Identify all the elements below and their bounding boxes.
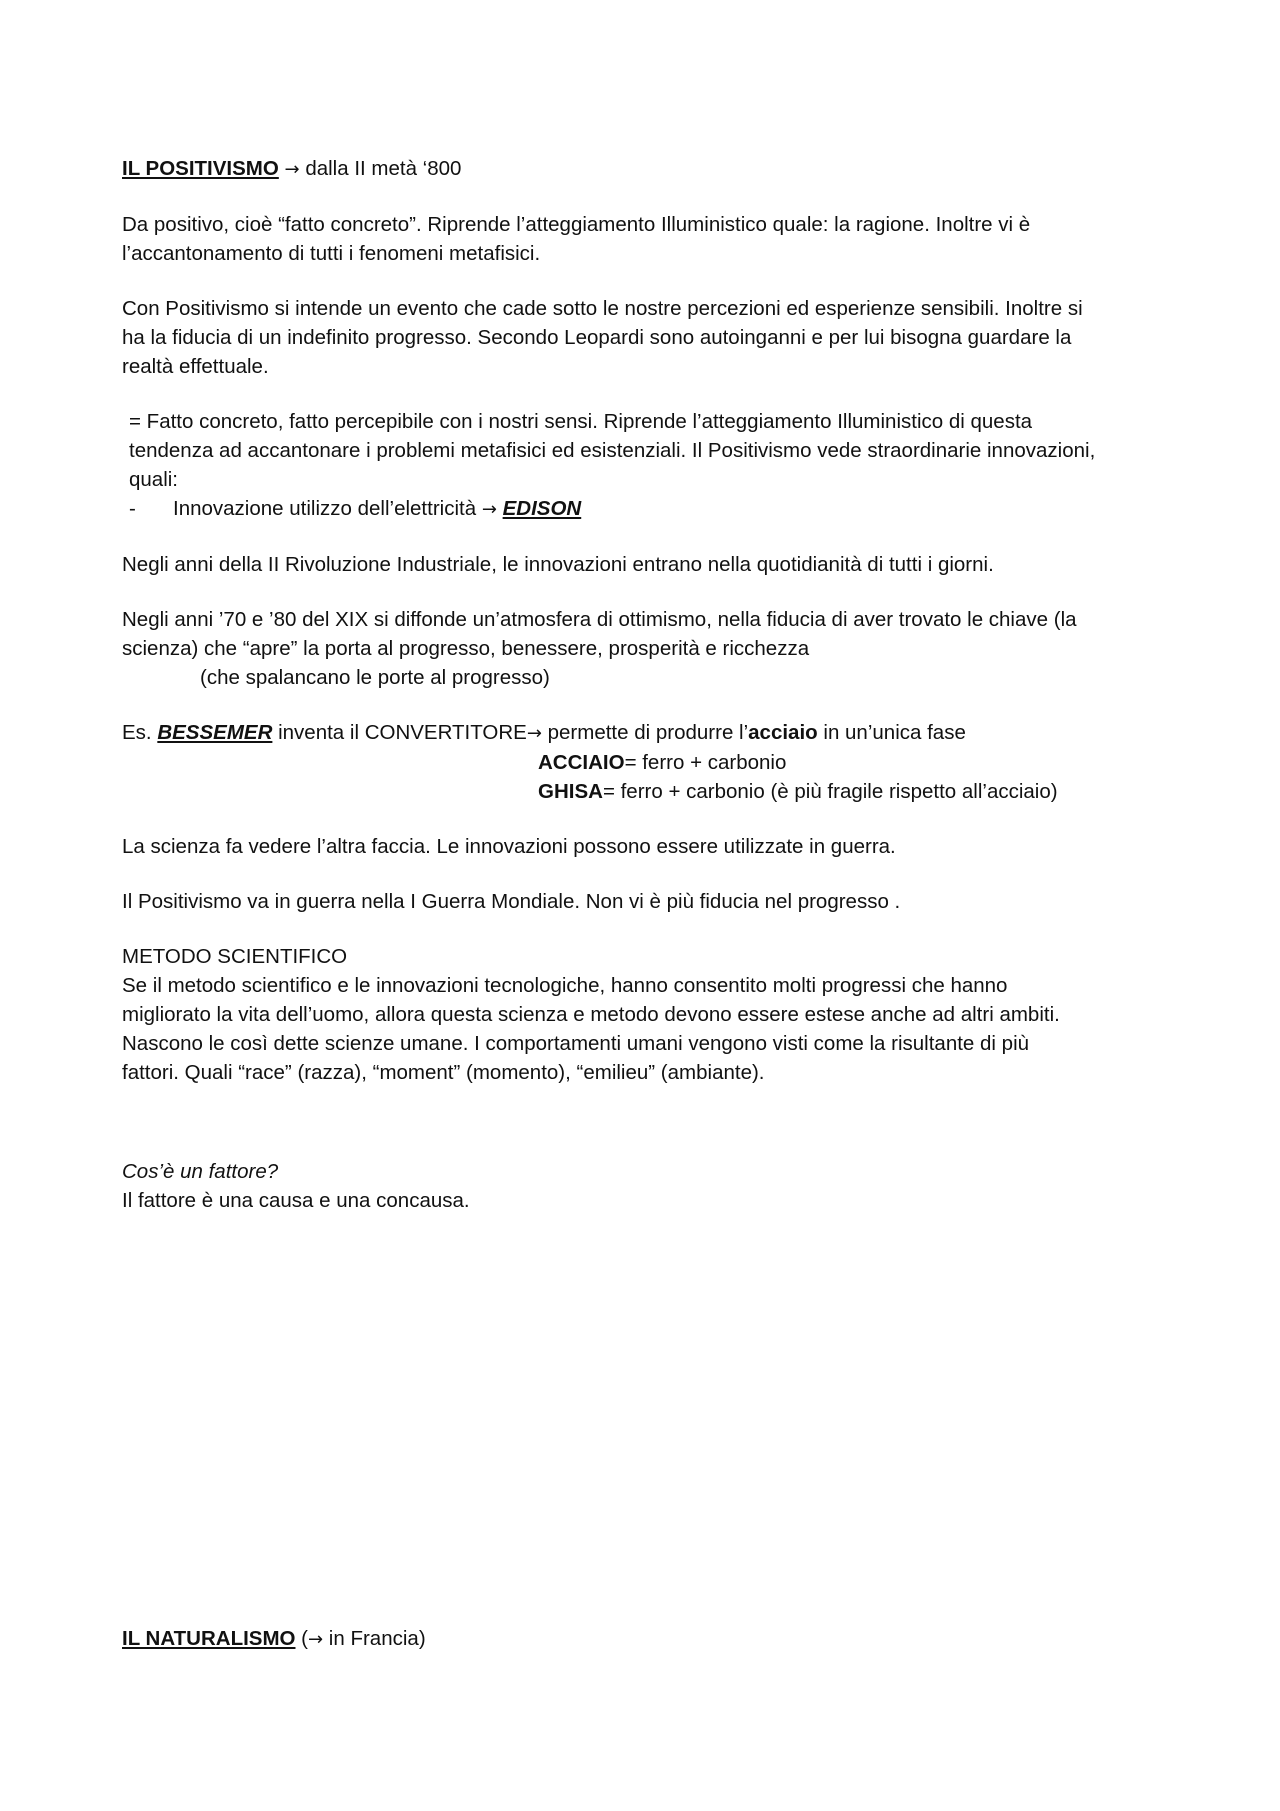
label-ghisa: GHISA <box>538 780 603 803</box>
heading-positivismo <box>122 154 1162 184</box>
arrow-right-icon: → <box>526 723 542 744</box>
paragraph-definition <box>122 210 1162 268</box>
text-line: = Fatto concreto, fatto percepibile con i nostri sensi. Riprende l’atteggiamento Illuministico di questa <box>129 410 1033 433</box>
paragraph-second-industrial-revolution <box>122 550 1162 579</box>
text-line: realtà effettuale. <box>122 355 269 378</box>
text-line: tendenza ad accantonare i problemi metafisici ed esistenziali. Il Positivismo vede straordinarie innovazioni, <box>129 439 1096 462</box>
text-line: scienza) che “apre” la porta al progresso, benessere, prosperità e ricchezza <box>122 637 810 660</box>
text-line: Con Positivismo si intende un evento che cade sotto le nostre percezioni ed esperienze sensibili. Inoltre si <box>122 297 1083 320</box>
definition-acciaio <box>122 748 1162 777</box>
section-metodo-scientifico <box>122 942 1162 1087</box>
arrow-right-icon: → <box>308 1629 324 1650</box>
text-line: Nascono le così dette scienze umane. I comportamenti umani vengono visti come la risultante di più <box>122 1032 1030 1055</box>
document-body <box>122 154 1162 1241</box>
paragraph-optimism <box>122 605 1162 692</box>
paragraph-world-war <box>122 887 1162 916</box>
text-line: Se il metodo scientifico e le innovazioni tecnologiche, hanno consentito molti progressi che hanno <box>122 974 1008 997</box>
text-line: migliorato la vita dell’uomo, allora questa scienza e metodo devono essere estese anche ad altri ambiti. <box>122 1003 1060 1026</box>
title-positivismo-subtitle: dalla II metà ‘800 <box>299 157 462 180</box>
arrow-right-icon: → <box>481 499 497 520</box>
answer-text: Il fattore è una causa e una concausa. <box>122 1189 470 1212</box>
text-line: Il Positivismo va in guerra nella I Guerra Mondiale. Non vi è più fiducia nel progresso . <box>122 890 901 913</box>
text-line: Negli anni ’70 e ’80 del XIX si diffonde un’atmosfera di ottimismo, nella fiducia di aver trovato le chiave (la <box>122 608 1077 631</box>
term-acciaio: acciaio <box>748 721 818 744</box>
text-line: ha la fiducia di un indefinito progresso. Secondo Leopardi sono autoinganni e per lui bisogna guardare la <box>122 326 1072 349</box>
text-line: La scienza fa vedere l’altra faccia. Le innovazioni possono essere utilizzate in guerra. <box>122 835 896 858</box>
list-item <box>122 494 1162 524</box>
name-bessemer: BESSEMER <box>157 721 273 744</box>
bullet-text: Innovazione utilizzo dell’elettricità <box>173 497 482 520</box>
title-naturalismo-open: ( <box>295 1627 309 1650</box>
title-naturalismo-subtitle: in Francia) <box>323 1627 426 1650</box>
text-line: Negli anni della II Rivoluzione Industriale, le innovazioni entrano nella quotidianità di tutti i giorni. <box>122 553 994 576</box>
arrow-right-icon: → <box>284 159 300 180</box>
bullet-dash: - <box>129 497 136 520</box>
example-text: permette di produrre l’ <box>541 721 749 744</box>
example-text: inventa il CONVERTITORE <box>272 721 527 744</box>
example-prefix: Es. <box>122 721 158 744</box>
name-edison: EDISON <box>502 497 582 520</box>
title-naturalismo: IL NATURALISMO <box>122 1627 296 1650</box>
question-text: Cos’è un fattore? <box>122 1160 279 1183</box>
label-acciaio: ACCIAIO <box>538 751 625 774</box>
paragraph-positivism-meaning <box>122 294 1162 381</box>
paragraph-innovations <box>122 407 1162 524</box>
section-fattore <box>122 1157 1162 1215</box>
definition-text: = ferro + carbonio <box>624 751 787 774</box>
definition-text: = ferro + carbonio (è più fragile rispetto all’acciaio) <box>602 780 1058 803</box>
paragraph-bessemer-example <box>122 718 1162 806</box>
definition-ghisa <box>122 777 1162 806</box>
section-heading: METODO SCIENTIFICO <box>122 945 348 968</box>
paragraph-science-war <box>122 832 1162 861</box>
example-text: in un’unica fase <box>817 721 966 744</box>
heading-naturalismo <box>122 1624 426 1654</box>
text-line: quali: <box>129 468 179 491</box>
text-line: Da positivo, cioè “fatto concreto”. Riprende l’atteggiamento Illuministico quale: la ragione. Inoltre vi è <box>122 213 1031 236</box>
title-positivismo: IL POSITIVISMO <box>122 157 279 180</box>
text-line-indented: (che spalancano le porte al progresso) <box>200 666 550 689</box>
text-line: l’accantonamento di tutti i fenomeni metafisici. <box>122 242 541 265</box>
spacer <box>122 1113 1162 1157</box>
text-line: fattori. Quali “race” (razza), “moment” (momento), “emilieu” (ambiante). <box>122 1061 765 1084</box>
